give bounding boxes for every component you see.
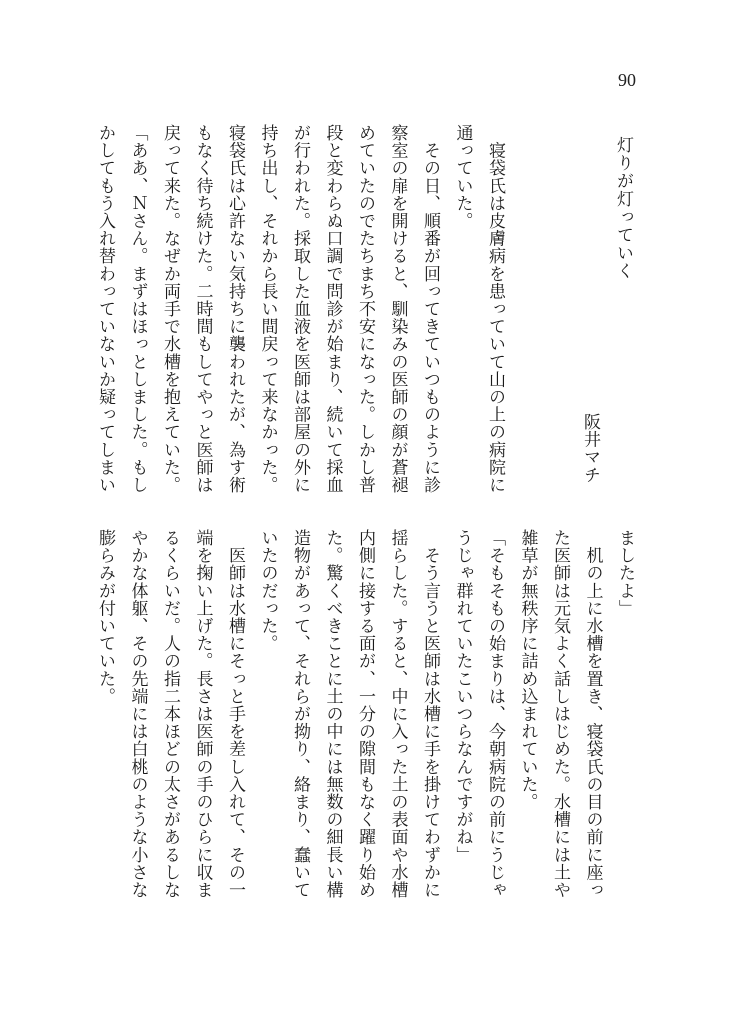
text-line-lower: た医師は元気よく話しはじめた。水槽には土や [550, 529, 570, 899]
text-line-upper: 寝袋氏は心許ない気持ちに襲われたが、為す術 [225, 124, 245, 494]
text-line-lower: やかな体躯、その先端には白桃のような小さな [127, 529, 148, 899]
text-line-lower: るくらいだ。人の指二本ほどの太さがあるしな [160, 529, 180, 899]
text-line-lower: 膨らみが付いていた。 [95, 529, 115, 705]
text-line-lower: いたのだった。 [257, 529, 278, 653]
text-line-lower: 造物があって、それらが拗り、絡まり、蠢いて [290, 529, 310, 899]
text-line-upper: 段と変わらぬ口調で問診が始まり、続いて採血 [322, 124, 343, 494]
text-line-upper: めていたのでたちまち不安になった。しかし普 [355, 124, 375, 494]
text-line-lower: た。驚くべきことに土の中には無数の細長い構 [322, 529, 343, 899]
text-line-lower: 医師は水槽にそっと手を差し入れて、その一 [225, 529, 245, 899]
page-number: 90 [618, 70, 636, 90]
text-line-lower: ましたよ」 [615, 529, 635, 617]
text-line-upper: 持ち出し、それから長い間戻って来なかった。 [257, 124, 278, 494]
text-line-lower: 机の上に水槽を置き、寝袋氏の目の前に座っ [582, 529, 603, 899]
text-line-upper: 察室の扉を開けると、馴染みの医師の顔が蒼褪 [387, 124, 408, 494]
text-line-lower: 「そもそもの始まりは、今朝病院の前にうじゃ [485, 529, 505, 899]
text-line-lower: 揺らした。すると、中に入った土の表面や水槽 [387, 529, 408, 899]
text-line-lower: 内側に接する面が、一分の隙間もなく躍り始め [355, 529, 375, 899]
text-line-upper: 戻って来た。なぜか両手で水槽を抱えていた。 [160, 124, 180, 494]
text-line-upper: 通っていた。 [452, 124, 473, 230]
text-line-upper: その日、順番が回ってきていつものように診 [420, 124, 440, 494]
text-line-upper: が行われた。採取した血液を医師は部屋の外に [290, 124, 310, 494]
text-line-lower: 雑草が無秩序に詰め込まれていた。 [517, 529, 538, 811]
text-line-upper: もなく待ち続けた。二時間もしてやっと医師は [192, 124, 213, 494]
author-name: 阪井マチ [580, 413, 600, 484]
text-line-upper: 寝袋氏は皮膚病を患っていて山の上の病院に [485, 124, 505, 494]
text-line-lower: うじゃ群れていたこいつらなんですがね」 [452, 529, 473, 864]
text-line-upper: かしてもう入れ替わっていないか疑ってしまい [95, 124, 115, 494]
text-line-lower: 端を掬い上げた。長さは医師の手のひらに収ま [192, 529, 213, 899]
story-title: 灯りが灯っていく [613, 136, 633, 280]
text-line-lower: そう言うと医師は水槽に手を掛けてわずかに [420, 529, 440, 899]
text-line-upper: 「ああ、Ｎさん。まずはほっとしました。もし [127, 124, 148, 494]
